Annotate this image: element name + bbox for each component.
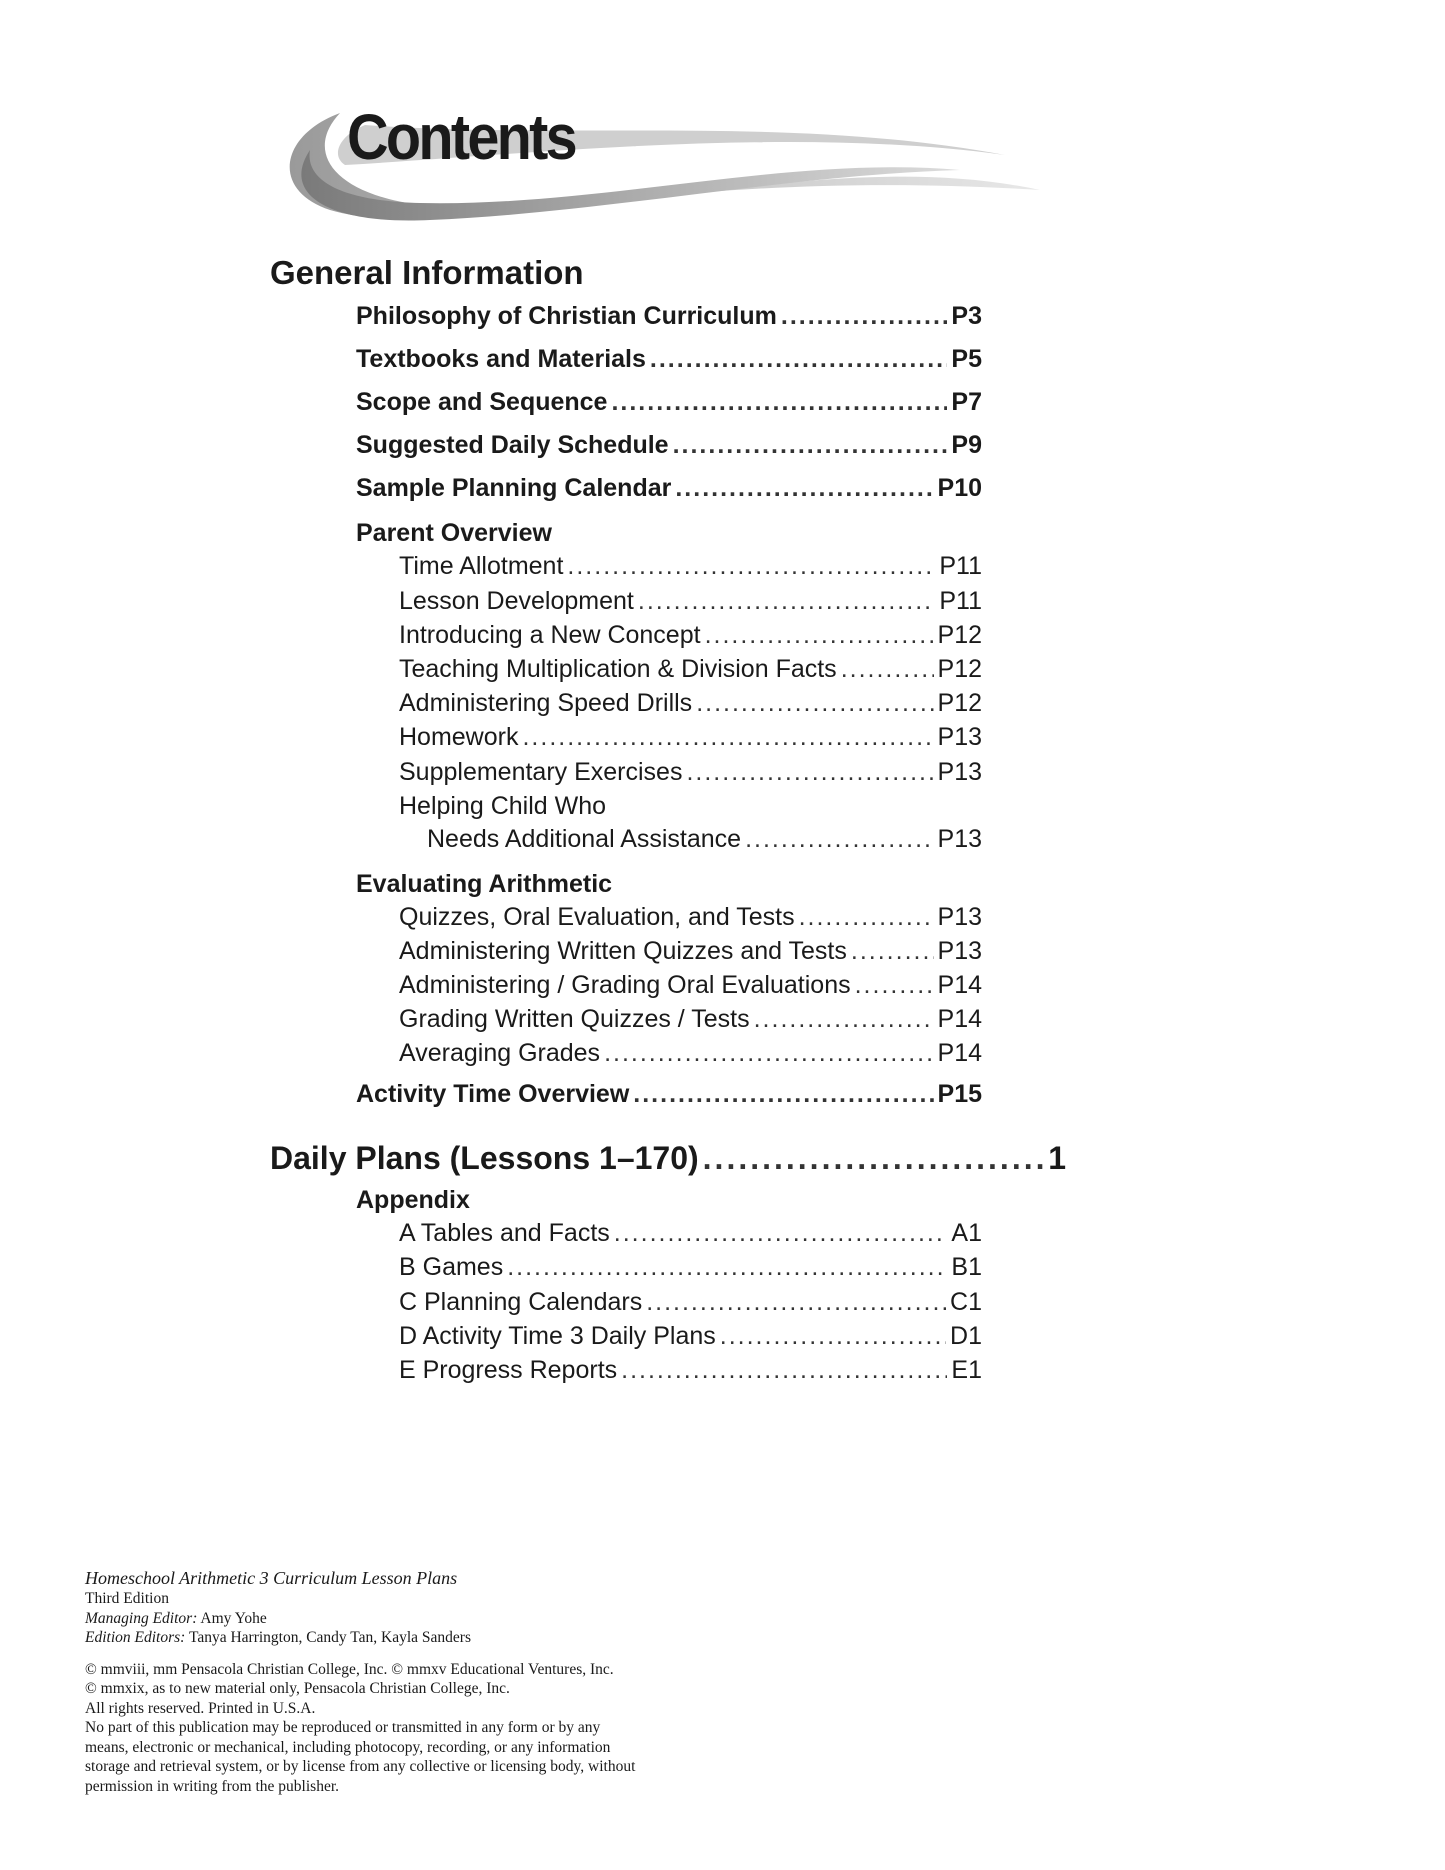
leader-dots bbox=[754, 1005, 934, 1034]
toc-entry[interactable] bbox=[356, 474, 982, 503]
subheading-evaluating: Evaluating Arithmetic bbox=[356, 870, 613, 898]
toc-entry-page: P13 bbox=[937, 825, 982, 853]
toc-entry-title: Suggested Daily Schedule bbox=[356, 431, 669, 459]
toc-entry-daily-plans[interactable] bbox=[270, 1140, 1066, 1177]
leader-dots bbox=[696, 689, 933, 718]
toc-entry-page: P7 bbox=[951, 388, 982, 416]
toc-entry-page: P11 bbox=[939, 552, 982, 580]
toc-entry-title: Time Allotment bbox=[399, 552, 564, 580]
toc-entry-page: D1 bbox=[950, 1322, 982, 1350]
toc-entry[interactable] bbox=[399, 758, 982, 787]
toc-entry[interactable] bbox=[399, 1288, 982, 1317]
toc-entry-page: P13 bbox=[937, 758, 982, 786]
toc-entry[interactable] bbox=[356, 1080, 982, 1109]
toc-entry[interactable] bbox=[399, 723, 982, 752]
notice-line: storage and retrieval system, or by license from any collective or licensing body, without bbox=[85, 1758, 636, 1775]
toc-entry-page: P14 bbox=[937, 971, 982, 999]
managing-editor-label: Managing Editor: bbox=[85, 1609, 198, 1627]
toc-entry-page: P15 bbox=[937, 1080, 982, 1108]
edition-editors-label: Edition Editors: bbox=[85, 1629, 186, 1646]
toc-entry-page: P12 bbox=[937, 621, 982, 649]
toc-entry-wrap-line: Helping Child Who bbox=[399, 792, 607, 820]
toc-entry[interactable] bbox=[356, 388, 982, 417]
leader-dots bbox=[799, 903, 934, 932]
toc-entry-title: E Progress Reports bbox=[399, 1356, 618, 1384]
toc-entry-title: Activity Time Overview bbox=[356, 1080, 630, 1108]
toc-entry-page: P10 bbox=[937, 474, 982, 502]
leader-dots bbox=[507, 1253, 947, 1282]
toc-entry-title: A Tables and Facts bbox=[399, 1219, 610, 1247]
copyright-line: © mmviii, mm Pensacola Christian College, Inc. © mmxv Educational Ventures, Inc. bbox=[85, 1660, 614, 1678]
toc-entry-title: Administering / Grading Oral Evaluations bbox=[399, 971, 851, 999]
toc-entry[interactable] bbox=[399, 587, 982, 616]
section-heading-general: General Information bbox=[270, 254, 584, 291]
toc-entry[interactable] bbox=[399, 655, 982, 684]
leader-dots bbox=[675, 474, 933, 503]
toc-entry[interactable] bbox=[399, 621, 982, 650]
toc-entry-page: P13 bbox=[937, 937, 982, 965]
toc-entry[interactable] bbox=[399, 1253, 982, 1282]
book-title: Homeschool Arithmetic 3 Curriculum Lesson Plans bbox=[85, 1568, 458, 1588]
toc-entry-title: Homework bbox=[399, 723, 519, 751]
edition-text: Third Edition bbox=[85, 1590, 169, 1607]
toc-entry-title: Grading Written Quizzes / Tests bbox=[399, 1005, 750, 1033]
toc-entry-page: P13 bbox=[937, 903, 982, 931]
leader-dots bbox=[705, 621, 934, 650]
toc-entry-title: Teaching Multiplication & Division Facts bbox=[399, 655, 837, 683]
leader-dots bbox=[638, 587, 935, 616]
rights-line: All rights reserved. Printed in U.S.A. bbox=[85, 1699, 316, 1717]
leader-dots bbox=[703, 1140, 1045, 1177]
subheading-parent-overview: Parent Overview bbox=[356, 519, 552, 547]
toc-entry-title: Quizzes, Oral Evaluation, and Tests bbox=[399, 903, 795, 931]
toc-entry[interactable] bbox=[356, 345, 982, 374]
leader-dots bbox=[673, 431, 948, 460]
toc-entry[interactable] bbox=[399, 1356, 982, 1385]
leader-dots bbox=[650, 345, 948, 374]
toc-entry-title: Administering Written Quizzes and Tests bbox=[399, 937, 847, 965]
notice-line: means, electronic or mechanical, including photocopy, recording, or any information bbox=[85, 1738, 611, 1756]
toc-entry-title: Sample Planning Calendar bbox=[356, 474, 672, 502]
toc-entry-page: P5 bbox=[951, 345, 982, 373]
toc-entry-page: P11 bbox=[939, 587, 982, 615]
leader-dots bbox=[567, 552, 935, 581]
toc-entry[interactable] bbox=[399, 1039, 982, 1068]
toc-entry-title: Philosophy of Christian Curriculum bbox=[356, 302, 777, 330]
page-title: Contents bbox=[347, 101, 575, 173]
toc-entry-title: Needs Additional Assistance bbox=[427, 825, 742, 853]
toc-entry[interactable] bbox=[427, 825, 982, 854]
leader-dots bbox=[781, 302, 948, 331]
leader-dots bbox=[621, 1356, 947, 1385]
edition-editors-line bbox=[85, 1628, 765, 1648]
notice-line: permission in writing from the publisher. bbox=[85, 1777, 340, 1795]
toc-entry-title: B Games bbox=[399, 1253, 504, 1281]
toc-entry-page: E1 bbox=[951, 1356, 982, 1384]
leader-dots bbox=[686, 758, 933, 787]
toc-entry[interactable] bbox=[356, 302, 982, 331]
toc-entry[interactable] bbox=[399, 971, 982, 1000]
toc-entry-page: 1 bbox=[1048, 1140, 1066, 1176]
leader-dots bbox=[522, 723, 933, 752]
toc-entry[interactable] bbox=[399, 937, 982, 966]
leader-dots bbox=[611, 388, 947, 417]
toc-entry-title: Administering Speed Drills bbox=[399, 689, 693, 717]
toc-entry[interactable] bbox=[399, 689, 982, 718]
managing-editor-line bbox=[85, 1609, 765, 1629]
toc-entry[interactable] bbox=[356, 431, 982, 460]
toc-entry[interactable] bbox=[399, 1005, 982, 1034]
toc-entry-page: P14 bbox=[937, 1039, 982, 1067]
toc-entry-page: A1 bbox=[951, 1219, 982, 1247]
leader-dots bbox=[720, 1322, 946, 1351]
toc-entry-title: Textbooks and Materials bbox=[356, 345, 646, 373]
leader-dots bbox=[855, 971, 934, 1000]
leader-dots bbox=[633, 1080, 933, 1109]
managing-editor-name: Amy Yohe bbox=[200, 1609, 267, 1627]
toc-entry-title: Averaging Grades bbox=[399, 1039, 601, 1067]
toc-entry-page: P14 bbox=[937, 1005, 982, 1033]
leader-dots bbox=[646, 1288, 946, 1317]
notice-line: No part of this publication may be reproduced or transmitted in any form or by any bbox=[85, 1719, 601, 1736]
subheading-appendix: Appendix bbox=[356, 1186, 470, 1214]
toc-entry-page: P9 bbox=[951, 431, 982, 459]
toc-entry-title: Scope and Sequence bbox=[356, 388, 608, 416]
toc-entry-title: Lesson Development bbox=[399, 587, 634, 615]
toc-entry-page: B1 bbox=[951, 1253, 982, 1281]
edition-editors-names: Tanya Harrington, Candy Tan, Kayla Sanders bbox=[188, 1629, 472, 1646]
toc-entry-title: Supplementary Exercises bbox=[399, 758, 683, 786]
toc-entry-title: D Activity Time 3 Daily Plans bbox=[399, 1322, 716, 1350]
toc-entry[interactable] bbox=[399, 1219, 982, 1248]
leader-dots bbox=[614, 1219, 948, 1248]
leader-dots bbox=[745, 825, 933, 854]
toc-entry-page: P12 bbox=[937, 655, 982, 683]
toc-entry[interactable] bbox=[399, 552, 982, 581]
toc-entry-page: P3 bbox=[951, 302, 982, 330]
copyright-line: © mmxix, as to new material only, Pensacola Christian College, Inc. bbox=[85, 1680, 510, 1697]
toc-entry[interactable] bbox=[399, 1322, 982, 1351]
credits-block bbox=[85, 1567, 765, 1796]
toc-entry-title: Introducing a New Concept bbox=[399, 621, 701, 649]
leader-dots bbox=[851, 937, 934, 966]
toc-entry-title: Daily Plans (Lessons 1–170) bbox=[270, 1140, 699, 1176]
toc-entry-title: C Planning Calendars bbox=[399, 1288, 643, 1316]
toc-entry[interactable] bbox=[399, 903, 982, 932]
leader-dots bbox=[841, 655, 934, 684]
toc-entry-page: C1 bbox=[950, 1288, 982, 1316]
toc-entry-page: P13 bbox=[937, 723, 982, 751]
leader-dots bbox=[604, 1039, 933, 1068]
toc-entry-page: P12 bbox=[937, 689, 982, 717]
